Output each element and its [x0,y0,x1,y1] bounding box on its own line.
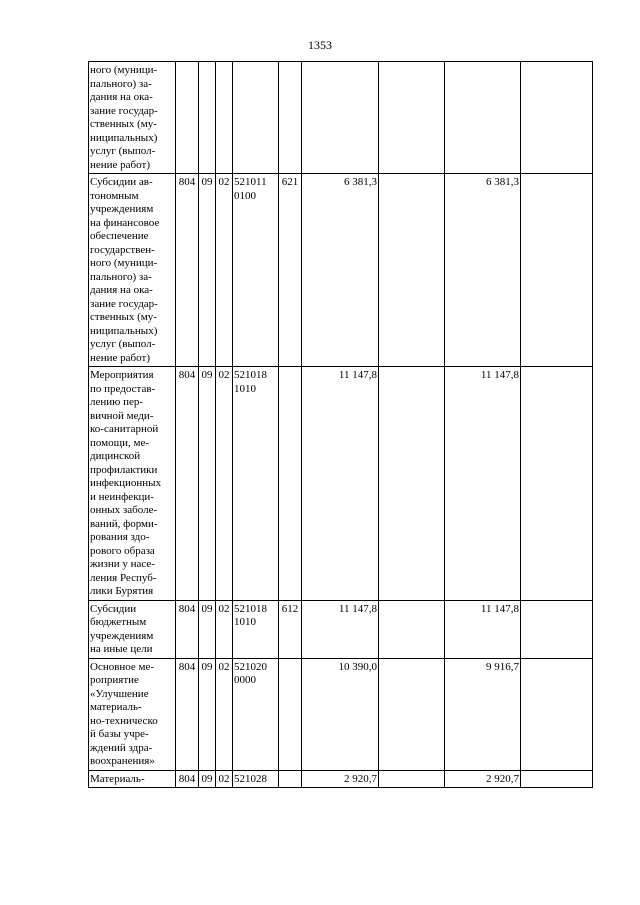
amount-cell [379,658,445,770]
row-name-line: профилактики [90,463,158,476]
target-article-cell [233,770,279,788]
row-name-line: ственных (му- [90,311,157,323]
table-row [89,658,593,770]
row-name-line: услуг (выпол- [90,145,156,157]
row-name-line: рового образа [90,544,155,557]
target-article-line: 1010 [234,382,256,395]
amount-cell [379,367,445,601]
target-article-line: 521018 [234,602,267,615]
row-name-line: ваний, форми- [90,517,158,530]
row-name-line: роприятие [90,674,139,686]
section-code-cell: 09 [199,658,216,770]
row-name-line: обеспечение [90,230,149,242]
subsection-code-cell [216,62,233,174]
row-name-line: Основное ме- [90,660,155,673]
amount-cell [521,658,593,770]
row-name-line: по предостав- [90,382,156,395]
table-row [89,367,593,601]
row-name-cell [89,600,176,658]
amount-cell: 10 390,0 [302,658,379,770]
amount-cell [521,174,593,367]
ministry-code-cell [176,62,199,174]
subsection-code-cell: 02 [216,174,233,367]
row-name-line: онных заболе- [90,504,158,516]
amount-cell [379,770,445,788]
amount-cell: 6 381,3 [302,174,379,367]
row-name-line: и неинфекци- [90,490,154,503]
amount-cell [379,600,445,658]
section-code-cell: 09 [199,174,216,367]
row-name-line: воохранения» [90,755,155,767]
amount-cell: 2 920,7 [445,770,521,788]
section-code-cell: 09 [199,770,216,788]
amount-cell [521,367,593,601]
row-name-line: ниципальных) [90,131,158,144]
subsection-code-cell: 02 [216,367,233,601]
row-name-line: Материаль- [90,772,145,785]
row-name-line: ного (муници- [90,64,158,76]
row-name-line: на иные цели [90,643,153,655]
row-name-line: зание государ- [90,297,158,310]
row-name-cell [89,62,176,174]
amount-cell [302,62,379,174]
row-name-cell [89,174,176,367]
amount-cell [521,770,593,788]
budget-table [88,61,593,788]
amount-cell: 6 381,3 [445,174,521,367]
table-row [89,600,593,658]
expense-type-cell [279,367,302,601]
row-name-line: ждений здра- [90,741,153,754]
row-name-cell [89,367,176,601]
amount-cell [521,600,593,658]
target-article-line: 521018 [234,369,267,381]
row-name-line: жизни у насе- [90,558,155,570]
row-name-line: дания на ока- [90,91,153,103]
expense-type-cell [279,62,302,174]
row-name-line: ниципальных) [90,324,158,337]
target-article-cell [233,600,279,658]
section-code-cell: 09 [199,367,216,601]
row-name-line: пального) за- [90,270,152,283]
row-name-line: рования здо- [90,531,150,543]
row-name-line: ного (муници- [90,257,158,269]
amount-cell [379,62,445,174]
subsection-code-cell: 02 [216,770,233,788]
row-name-line: лики Бурятия [90,585,154,597]
row-name-line: пального) за- [90,77,152,90]
row-name-cell [89,770,176,788]
row-name-line: «Улучшение [90,687,149,700]
amount-cell: 11 147,8 [445,367,521,601]
row-name-line: Мероприятия [90,369,154,381]
subsection-code-cell: 02 [216,658,233,770]
target-article-cell [233,367,279,601]
amount-cell [379,174,445,367]
expense-type-cell [279,770,302,788]
amount-cell: 2 920,7 [302,770,379,788]
target-article-cell [233,658,279,770]
row-name-line: материаль- [90,701,142,713]
row-name-line: вичной меди- [90,409,154,422]
row-name-line: нение работ) [90,351,150,364]
row-name-line: но-техническо [90,714,158,727]
ministry-code-cell: 804 [176,367,199,601]
row-name-line: услуг (выпол- [90,338,156,350]
amount-cell: 11 147,8 [302,600,379,658]
ministry-code-cell: 804 [176,770,199,788]
subsection-code-cell: 02 [216,600,233,658]
row-name-line: ко-санитарной [90,423,159,435]
page-number: 1353 [308,38,332,52]
row-name-line: дания на ока- [90,284,153,296]
target-article-line: 1010 [234,616,256,628]
target-article-cell [233,174,279,367]
row-name-line: лению пер- [90,396,144,408]
row-name-line: зание государ- [90,104,158,117]
row-name-line: учреждениям [90,203,154,215]
table-body [89,62,593,788]
row-name-cell [89,658,176,770]
expense-type-cell: 621 [279,174,302,367]
amount-cell [521,62,593,174]
ministry-code-cell: 804 [176,600,199,658]
amount-cell: 9 916,7 [445,658,521,770]
row-name-line: Субсидии ав- [90,176,153,188]
row-name-line: й базы учре- [90,728,149,740]
ministry-code-cell: 804 [176,658,199,770]
section-code-cell: 09 [199,600,216,658]
row-name-line: учреждениям [90,629,154,642]
row-name-line: тономным [90,189,139,202]
row-name-line: ственных (му- [90,118,157,130]
target-article-line: 521020 [234,660,267,673]
table-row [89,770,593,788]
target-article-line: 0000 [234,674,256,686]
row-name-line: дицинской [90,450,141,462]
expense-type-cell: 612 [279,600,302,658]
target-article-cell [233,62,279,174]
section-code-cell [199,62,216,174]
row-name-line: на финансовое [90,216,160,229]
expense-type-cell [279,658,302,770]
row-name-line: Субсидии [90,602,137,615]
row-name-line: бюджетным [90,616,147,628]
target-article-line: 521028 [234,772,267,785]
amount-cell [445,62,521,174]
row-name-line: ления Респуб- [90,571,157,584]
amount-cell: 11 147,8 [302,367,379,601]
target-article-line: 0100 [234,189,256,202]
target-article-line: 521011 [234,176,267,188]
table-row [89,174,593,367]
row-name-line: нение работ) [90,158,150,171]
row-name-line: инфекционных [90,477,162,489]
table-row [89,62,593,174]
amount-cell: 11 147,8 [445,600,521,658]
row-name-line: помощи, ме- [90,436,150,449]
ministry-code-cell: 804 [176,174,199,367]
row-name-line: государствен- [90,243,155,256]
